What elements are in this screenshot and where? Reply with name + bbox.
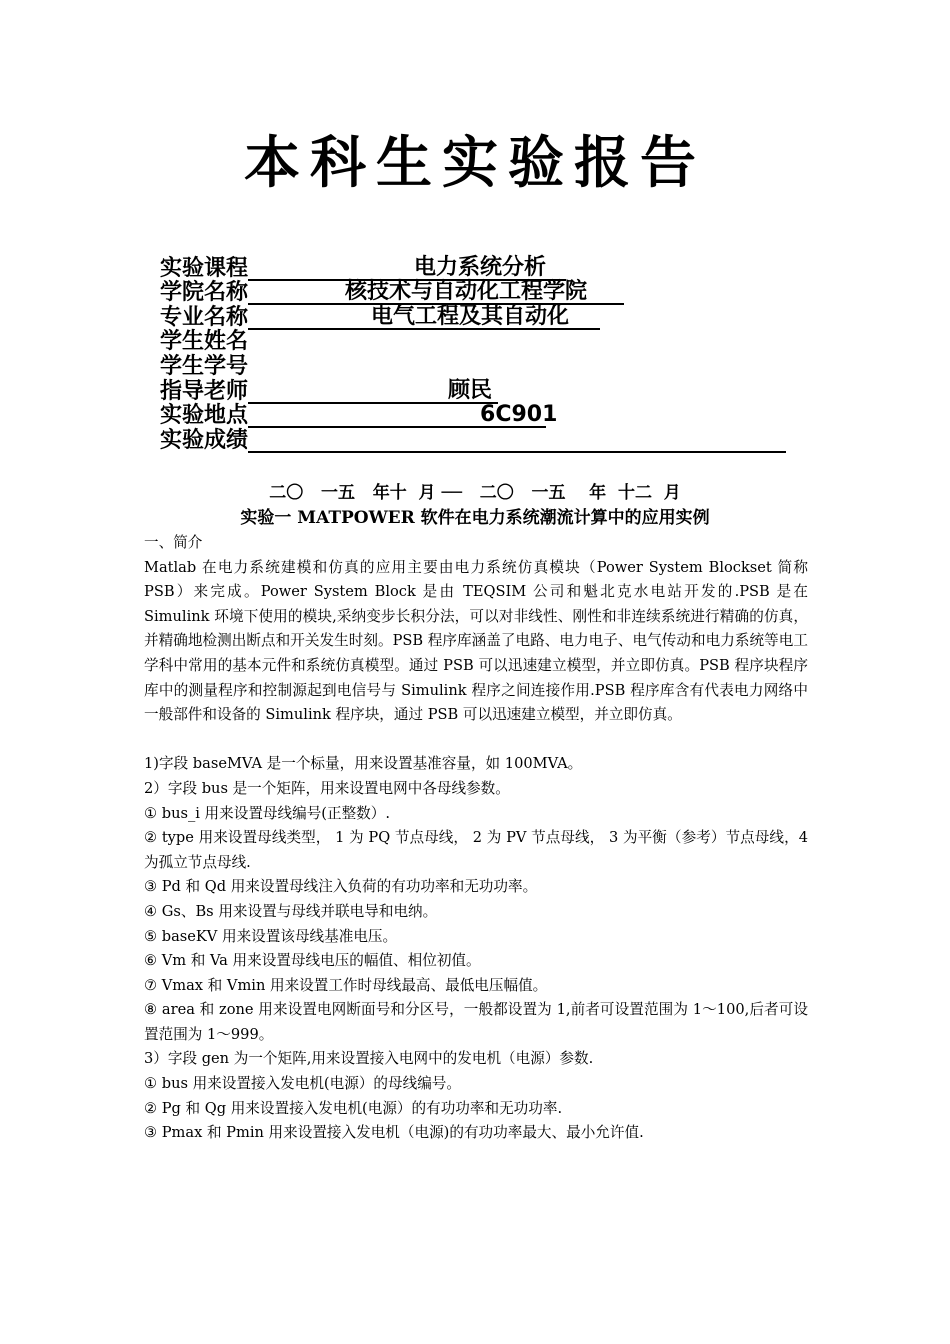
info-label-advisor: 指导老师 [160, 378, 249, 404]
info-row-student-id [160, 354, 820, 379]
body-line: 2）字段 bus 是一个矩阵，用来设置电网中各母线参数。 [144, 779, 510, 797]
date-range: 二〇 一五 年十 月 ── 二〇 一五 年 十二 月 [269, 483, 681, 503]
experiment-title: 实验一 MATPOWER 软件在电力系统潮流计算中的应用实例 [240, 508, 710, 528]
info-label-location: 实验地点 [160, 403, 249, 429]
report-body [144, 531, 808, 1146]
info-row-college [160, 281, 820, 306]
body-line: ② Pg 和 Qg 用来设置接入发电机(电源）的有功功率和无功功率. [144, 1099, 563, 1117]
body-line: ⑤ baseKV 用来设置该母线基准电压。 [144, 927, 398, 945]
body-line: ③ Pd 和 Qd 用来设置母线注入负荷的有功功率和无功功率。 [144, 878, 538, 896]
info-value-college [248, 281, 624, 305]
body-line: ③ Pmax 和 Pmin 用来设置接入发电机（电源)的有功功率最大、最小允许值. [144, 1124, 644, 1142]
info-label-college: 学院名称 [160, 280, 249, 306]
blank-line [144, 728, 808, 753]
body-line: ⑦ Vmax 和 Vmin 用来设置工作时母线最高、最低电压幅值。 [144, 976, 548, 994]
body-line: ② type 用来设置母线类型， 1 为 PQ 节点母线， 2 为 PV 节点母线， 3 为平衡（参考）节点母线，4 为孤立节点母线. [144, 829, 808, 871]
info-row-course [160, 256, 820, 281]
info-row-grade [160, 428, 820, 453]
info-label-major: 专业名称 [160, 304, 249, 330]
lab-location: 6C901 [480, 402, 558, 428]
info-value-location [248, 402, 558, 428]
section-heading-intro: 一、简介 [144, 534, 203, 551]
info-value-course [248, 254, 566, 281]
advisor-name: 顾民 [448, 377, 493, 403]
info-label-student-name: 学生姓名 [160, 329, 249, 355]
info-label-grade: 实验成绩 [160, 427, 249, 453]
cover-info-fields [160, 256, 820, 453]
body-line: ⑥ Vm 和 Va 用来设置母线电压的幅值、相位初值。 [144, 952, 481, 970]
body-line: ⑧ area 和 zone 用来设置电网断面号和分区号，一般都设置为 1,前者可设置范围为 1～100,后者可设置范围为 1～999。 [144, 1001, 808, 1043]
body-line: ① bus_i 用来设置母线编号(正整数）. [144, 804, 391, 822]
info-row-location [160, 404, 820, 429]
info-row-major [160, 305, 820, 330]
body-line: ④ Gs、Bs 用来设置与母线并联电导和电纳。 [144, 902, 438, 920]
info-label-course: 实验课程 [160, 255, 249, 281]
info-value-major [248, 303, 600, 330]
course-name: 电力系统分析 [414, 254, 547, 280]
info-label-student-id: 学生学号 [160, 353, 249, 379]
body-line: ① bus 用来设置接入发电机(电源）的母线编号。 [144, 1075, 461, 1093]
body-line: 3）字段 gen 为一个矩阵,用来设置接入电网中的发电机（电源）参数. [144, 1050, 594, 1068]
info-row-advisor [160, 379, 820, 404]
major-name: 电气工程及其自动化 [371, 303, 570, 329]
info-value-advisor [248, 377, 498, 404]
body-line: 1)字段 baseMVA 是一个标量，用来设置基准容量，如 100MVA。 [144, 755, 583, 773]
info-row-student-name [160, 330, 820, 355]
intro-paragraph: Matlab 在电力系统建模和仿真的应用主要由电力系统仿真模块（Power System Blockset 简称 PSB）来完成。Power System Block 是由 TEQSIM 公司和魁北克水电站开发的.PSB 是在 Simulink 环境下使用的模块,采纳变步长积分法，可以对非线性、刚性和非连续系统进行精确的仿真，并精确地检测出断点和开关发生时刻。PSB 程序库涵盖了电路、电力电子、电气传动和电力系统等电工学科中常用的基本元件和系统仿真模型。通过 PSB 可以迅速建立模型，并立即仿真。PSB 程序块程序库中的测量程序和控制源起到电信号与 Simulink 程序之间连接作用.PSB 程序库含有代表电力网络中一般部件和设备的 Simulink 程序块，通过 PSB 可以迅速建立模型，并立即仿真。 [144, 558, 808, 724]
page-title: 本科生实验报告 [244, 131, 706, 196]
college-name: 核技术与自动化工程学院 [345, 279, 588, 305]
info-value-grade [248, 429, 786, 453]
